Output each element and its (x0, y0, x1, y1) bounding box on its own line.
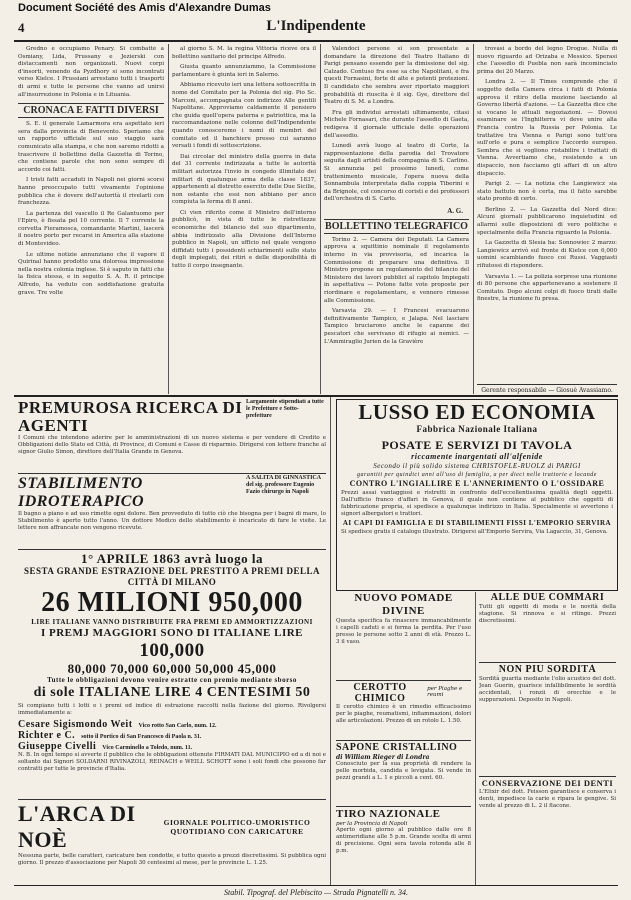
gerente-line: Gerente responsabile — Giosuè Avassiamo. (477, 384, 617, 394)
lottery-premi-line: I PREMJ MAGGIORI SONO DI ITALIANE LIRE (40, 627, 304, 639)
lusso-body: Prezzi assai vantaggiosi e ristretti in confronto dell'eccellentissima qualità degli oggetti. Dall'ufficio franco d'affari in Genova, il quale non contiene al pubblico che oggetti di fabbricazione propria, si spedisce a qualunque indirizzo in Italia. Specialmente si avvertono i signori albergatori e trattori. (341, 490, 613, 517)
agenti-body: I Comuni che intendono aderire per le amministrazioni di un nuovo sistema e per vendere di Credito e Obbligazioni dello Stato ed Città, di Province, di Comuni e Casse di risparmio. Dirigersi con lettere franche al signor Giulio Simon, direttore dell'Italia Grande in Genova. (18, 435, 326, 455)
lottery-bottom-note: N. B. In ogni tempo si avverte il pubblico che le obbligazioni ottenute FIRMATI DAL MUNICIPIO ed a di noi e soltanto dai Signori SOLDARNI RIVINAZOLI, REINACH e WEILL SCHOTT sono i soli fondi che possono far contratti per tutte le provincie d'Italia. (18, 752, 326, 772)
paragraph: La Gazzetta di Slesia ha: Sonnowiec 2 marzo: Langiewicz arrivò sul fronte di Kielce con 6,000 uomini scambiando fuoco coi Russi. Vaggiasti rifiutossi di rispondere. (477, 240, 617, 270)
seller-1-name: Cesare Sigismondo Weit (18, 719, 133, 730)
telegraph-heading: BOLLETTINO TELEGRAFICO (325, 220, 468, 232)
commari-advertisement (479, 592, 616, 663)
paragraph: Ci vien riferito come il Ministro dell'interno pubblicò, in vista di tutte le ristrettezze economiche del bilancio del suo dipartimento, abbia indirizzato alla Divisione dell'Interno pubblico in Napoli, un ufficio nel quale vengono diffidati tutti i possidenti schiarimenti sullo stato degli impiegati, dei ritiri e delle disponibilità di tutto il corpo insegnante. (172, 209, 316, 270)
arca-subtitle: GIORNALE POLITICO-UMORISTICO QUOTIDIANO CON CARICATURE (163, 818, 311, 836)
column-rule (475, 592, 476, 885)
commari-body: Tutti gli oggetti di moda e le novità della stagione. Si rinnova e si ritinge. Prezzi discretissimi. (479, 604, 616, 624)
seller-2-name: Richter e C. (18, 730, 76, 741)
lusso-footer: Si spedisce gratis il catalogo illustrato. Dirigersi all'Emporio Servira, Via Lagaccio, 31, Genova. (341, 529, 608, 535)
article-signature: A. G. (447, 206, 463, 215)
article-column-3 (324, 46, 469, 392)
denti-advertisement (479, 778, 616, 878)
paragraph: Lunedì avrà luogo al teatro di Corte, la rappresentazione della parodia del Trovatore seguita dagli artisti della compagnia di S. Carlino. Si annunzia pel prossimo lunedì, come trattenimento musicale, l'opera nuova della Sonnambula interpretata dalla coppia Tiberini e da Brignole, col concorso di coristi e dei professori dell'orchestra di S. Carlo. (324, 143, 469, 203)
lottery-exempt-line: LIRE ITALIANE VANNO DISTRIBUITE FRA PREMI ED AMMORTIZZAZIONI (31, 618, 313, 626)
seller-1-address: Vico rotto San Carlo, num. 12. (138, 723, 217, 729)
column-rule (330, 397, 331, 885)
lusso-line-3: Secondo il più solido sistema CHRISTOFLE-RUOLZ di PARIGI (373, 462, 581, 470)
newspaper-header (14, 18, 618, 42)
sordita-advertisement (479, 664, 616, 777)
lusso-line-4: garantiti per quindici anni all'uso di famiglia, a per dieci nelle trattorie e locande (357, 472, 597, 478)
paragraph: Le ultime notizie annunziano che il vapore il Quirinal hanno prodotto una dolorosa impressione nella nostra colonia inglese. Si è saputo in fatti che la fisica stessa, e in seguito S. A. R. il principe Alfredo, ha veduto con soddisfazione gratuita grave. Tre volte (18, 251, 164, 296)
section-divider (14, 395, 618, 397)
stabilimento-advertisement (18, 475, 326, 550)
tiro-advertisement (336, 808, 471, 878)
cronaca-heading: CRONACA E FATTI DIVERSI (18, 103, 164, 118)
cerotto-advertisement (336, 682, 471, 741)
denti-title: CONSERVAZIONE DEI DENTI (481, 778, 614, 788)
stabilimento-headline: STABILIMENTO IDROTERAPICO (18, 475, 145, 510)
sapone-title: SAPONE CRISTALLINO (336, 742, 458, 753)
lusso-advertisement (336, 399, 618, 591)
article-column-2 (172, 46, 316, 392)
column-rule (320, 44, 321, 394)
lottery-obbligazioni-line: Tutte le obbligazioni devono venire estratte con premio mediante sborso (47, 676, 297, 684)
paragraph: Abbiamo ricevuto ieri una lettera sottoscritta in nome del Comitato per la Polonia del sig. Pio Sc. Marconi, accompagnata con indirizzo Alle gentili Napolitane. Approviamo caldamente il pensiero che guida quell'opera paterna e patriottica, ma la raccomandazione nelle colonne dell'Indipendente quando conosceremo i nomi di membri del comitato ed il banchiere presso cui saranno versati i fondi di sottoscrizione. (172, 82, 316, 150)
newspaper-title: L'Indipendente (266, 18, 366, 34)
cerotto-subtitle: per Piaghe e reumi (427, 686, 463, 698)
tiro-title: TIRO NAZIONALE (336, 808, 441, 820)
pomade-body: Questa specifica fa rinascere immancabilmente i capelli caduti e si ferma la perdita. Per l'uso presso le persone sotto 2 anni di età. Prezzo L. 3 il vaso. (336, 618, 471, 645)
column-rule (473, 44, 474, 394)
paragraph: La partenza del vascello il Re Galantuomo per l'Epiro, è fissata pel 10 corrente. Il 7 corrente la corvetta Fieramosca, comandante Martini, lascerà il nostro porto per recarsi in America alla stazione di Montevideo. (18, 210, 164, 248)
sordita-title: NON PIÙ SORDITÀ (498, 664, 597, 675)
printer-footer: Stabil. Tipograf. del Plebiscito — Strada Pignatelli n. 34. (224, 888, 408, 897)
paragraph: Valendoci persone si son presentate a domandare la direzione del Teatro Italiano di Parigi pensano essendo per la dimissione del sig. Calzado. Contuso fra esse sa che Napolitani, e fra questi Fornasini, forte di alte e potenti protezioni. Il candidato che sembra aver riportato maggiori probabilità di riuscita è il sig. Gye, direttore del Teatro di S. M. a Londra. (324, 46, 469, 106)
lusso-agents-line: AI CAPI DI FAMIGLIA E DI STABILIMENTI FISSI L'EMPORIO SERVIRA (342, 519, 612, 527)
paragraph: al giorno S. M. la regina Vittoria riceve ora il bollettino sanitario del principe Alfredo. (172, 46, 316, 60)
insurrection-text: Gredno e occupiamo Penary. Si combattè a Osmiany, Lida, Prussany e Jezierski con distaccamenti non organizzati. Nuovi corpi d'insorti, venendo da Pyzdhory si sono incontrati verso Kielce. I Prussiani arrestano tutti i trasporti di armi e tutte le persone che vanno ad unirsi all'insurrezione in Polonia e in Lituania. (18, 46, 164, 98)
paragraph: S. E. il generale Lamarmora era aspettato ieri sera dalla provincia di Benevento. Speriamo che un rapporto ufficiale sul suo viaggio sarà comunicato alla stampa, e che non saremo ridotti a trascrivere il bollettino della Gazzetta di Torino, che contiene parole che non sono sempre di accordo coi fatti. (18, 121, 164, 173)
seller-3-address: Vico Carminello a Toledo, num. 11. (102, 745, 193, 751)
article-column-4 (477, 46, 617, 382)
lottery-price-line: di sole ITALIANE LIRE 4 CENTESIMI 50 (33, 685, 311, 700)
stabilimento-body: Il bagno a piano e ad uso rimette ogni dolore. Ben provveduto di tutto ciò che bisogna per i bagni di mare, lo Stabilimento è aperto tutto l'anno. Un dottore Medico dello stabilimento è incaricato di fare le visite. Le lettere non affrancate non vengono ricevute. (18, 511, 326, 531)
document-watermark: Document Société des Amis d'Alexandre Dumas (18, 2, 271, 14)
lusso-subtitle: Fabbrica Nazionale Italiana (416, 424, 538, 434)
sapone-body: Conosciuto per la sua proprietà di rendere la pelle morbida, candida e levigata. Si vende in pezzi grandi a L. 1 e piccoli a cent. 60. (336, 761, 471, 781)
sordita-body: Sordità guarita mediante l'olio acustico del dott. Jean Guerin, guarisce infallibilmente le sordità accidentali, i ronzii di orecchie e le suppurazioni. Deposito in Napoli. (479, 676, 616, 703)
lottery-date-line: 1° APRILE 1863 avrà luogo la (80, 551, 264, 566)
seller-2-address: sotto il Portico di San Francesco di Paola n. 31. (81, 734, 202, 740)
lusso-line-1: POSATE E SERVIZI DI TAVOLA (381, 438, 573, 452)
lottery-note: Si compiano tutti i lotti e i premi ed indice di estrazione raccolti nella fazione del giorno. Rivolgersi immediatamente a: (18, 703, 326, 716)
agenti-headline: PREMUROSA RICERCA DI AGENTI (18, 399, 243, 435)
pomade-advertisement (336, 592, 471, 681)
lottery-amount: 26 MILIONI 950,000 (41, 587, 303, 618)
paragraph: Dai circolar del ministro della guerra in data del 31 corrente indirizzata a tutte le autorità militari autorizza l'invio in congedo illimitato dei militari di qualunque arma della classe 1837, appartenenti al distretto esercito delle Due Sicilie, non ostante che essi non abbiano per anco compiuta la ferma di 8 anni. (172, 153, 316, 206)
arca-body: Nessuna parte, belle caratteri, caricature ben condotte, e tutto questo a prezzi discretissimi. Si pubblica ogni giorno. Il prezzo d'associazione per Napoli 30 centesimi al mese, per le provincie L. 1.25. (18, 853, 326, 866)
paragraph: I tristi fatti accaduti in Napoli nei giorni scorsi hanno preoccupato tutti vivamente l'opinione pubblica che è dovere dell'autorità il rivelarli con franchezza. (18, 177, 164, 207)
paragraph: Giusta quanto annunziammo, la Commissione parlamentare è giunta ieri in Salerno. (172, 64, 316, 78)
paragraph: Fra gli individui arrestati ultimamente, citasi Michele Fornasari, che durante l'assedio di Gaeta, redigeva il giornale ufficiale delle operazioni dell'assedio. (324, 109, 469, 139)
tiro-body: Aperto ogni giorno al pubblico dalle ore 8 antimeridiane alle 5 p.m. Grande scelta di armi di precisione. Ogni sera tavola rotonda alle 8 p.m. (336, 827, 471, 854)
lottery-top-prize: 100,000 (139, 640, 205, 661)
tiro-subtitle: per la Provincia di Napoli (336, 821, 408, 827)
arca-advertisement (18, 801, 326, 885)
lottery-advertisement (18, 551, 326, 800)
denti-body: L'Elixir del dott. Feisson garantisce e conserva i denti, impedisce la carie e ripara le gengive. Si vende al prezzo di L. 2 il flacone. (479, 789, 616, 809)
paragraph: Parigi 2. — La notizia che Langiewicz sia stato battuto non è certa, ma il fatto sarebbe stato pronto di certo. (477, 181, 617, 203)
lusso-line-2: riccamente inargentati all'alfenide (411, 452, 543, 461)
arca-title: L'ARCA DI NOÈ (18, 801, 136, 852)
lottery-estrazione-line: SESTA GRANDE ESTRAZIONE DEL PRESTITO A PREMI DELLA CITTÀ DI MILANO (24, 566, 320, 587)
lottery-prizes: 80,000 70,000 60,000 50,000 45,000 (67, 661, 277, 676)
sapone-advertisement (336, 742, 471, 807)
agenti-side-text: Largamente stipendiati a tutte le Prefetture e Sotto-prefetture (246, 399, 324, 419)
telegraph-paragraph: Varsavia 29. — I Francesi evacuarono definitivamente Tampico, e Jalapa. Nel lasciare Tampico bruciarono anche le capanne dei pescatori che servivano di rifugio ai nemici. — L'Ammiraglio Jurien de la Gravière (324, 308, 469, 345)
cerotto-title: CEROTTO CHIMICO (353, 682, 407, 704)
lusso-title: LUSSO ED ECONOMIA (358, 400, 596, 424)
cerotto-body: Il cerotto chimico è un rimedio efficacissimo per le piaghe, reumatismi, infiammazioni, dolori alle articolazioni. Prezzo di un rotolo L. 1.50. (336, 704, 471, 724)
paragraph: Varsavia 1. — La polizia sorprese una riunione di 80 persone che appartenevano a sostenere il Comitato. Dopo alcuni colpi di fuoco tirati dalle finestre, la riunione fu presa. (477, 273, 617, 303)
commari-title: ALLE DUE COMMARI (490, 592, 605, 603)
telegraph-paragraph: Torino 2. — Camera dei Deputati. La Camera approva a squittinio nominale il regolamento interno in via provvisoria, ed incarica la Commissione di preparare una definitiva. Il Ministro propone un regolamento del bilancio del Ministero dei lavori pubblici al capitolo Impiegati in aspettativa — Potone fatte vote proposte per riordinare e regolamentare, e vennero rimesse alle Commissione. (324, 236, 469, 304)
footer-divider (14, 885, 618, 886)
column-rule (168, 44, 169, 394)
pomade-title: NUOVO POMADE DIVINE (354, 592, 453, 617)
sapone-subtitle: di William Rieger di Londra (336, 754, 430, 761)
paragraph: Berlino 2. — La Gazzetta del Nord dice: Alcuni giornali pubblicarono inquietudini ed allarmi sulle disposizioni di vero politiche e specialmente della Francia riguardo la Polonia. (477, 206, 617, 236)
stabilimento-side-text: A SALITA DI GINNASTICA del sig. professore Eugenio Fazio chirurgo in Napoli (246, 475, 321, 495)
page-number: 4 (18, 20, 25, 35)
lusso-line-5: CONTRO L'INGIALLIRE E L'ANNERIMENTO O L'OSSIDARE (349, 479, 605, 488)
paragraph: Londra 2. — Il Times comprende che il soggetto della Camera circa i fatti di Polonia approva il ritiro della mozione lasciando al Governo libertà d'azione. — La Gazzetta dice che si vocano le attuali negoziazioni. — Dovesi esaminare se l'Inghilterra vi deve unire alla Francia contro la Russia per Polonia. Le trattative tra Vienna e Parigi sono tutt'ora sull'orlo e pura e semplice l'accordo europeo. Sembra che si vogliono ristabilire i trattati di Vienna. Avvertiamo che, resistendo a un dispaccio, non facciamo gli affari di un altro dispaccio. (477, 79, 617, 177)
paragraph: trovasi a bordo del legno Drogue. Nulla di nuovo riguardo ad Orizaba e Messico. Sperasi che l'assedio di Puebla non sarà incominciato prima dei 20 Marzo. (477, 46, 617, 75)
seller-3-name: Giuseppe Civelli (18, 741, 97, 752)
article-column-1 (18, 46, 164, 392)
agenti-advertisement (18, 399, 326, 474)
